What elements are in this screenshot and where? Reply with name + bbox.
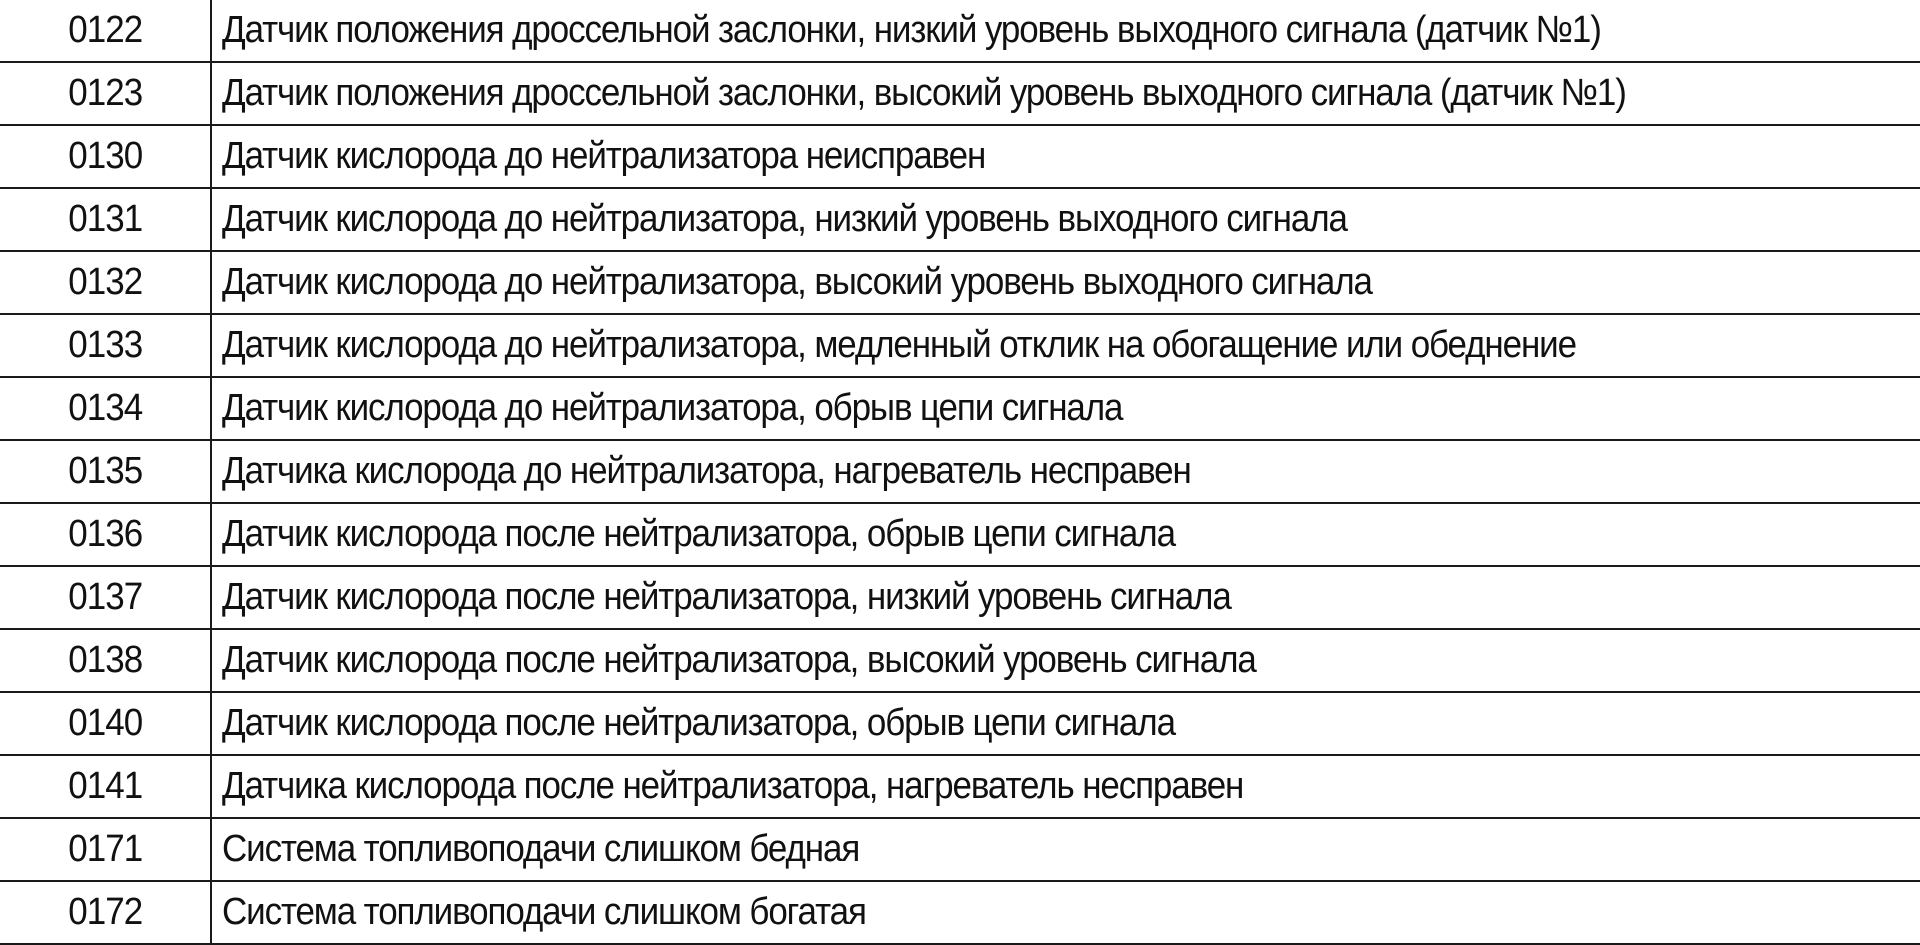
error-code: 0136 bbox=[67, 513, 143, 555]
error-description-cell bbox=[211, 818, 1920, 881]
error-description: Система топливоподачи слишком бедная bbox=[222, 828, 860, 870]
error-code-cell bbox=[0, 62, 211, 125]
table-row bbox=[0, 62, 1920, 125]
error-code: 0133 bbox=[67, 324, 143, 366]
error-code: 0131 bbox=[67, 198, 143, 240]
table-row bbox=[0, 503, 1920, 566]
table-row bbox=[0, 188, 1920, 251]
table-row bbox=[0, 125, 1920, 188]
error-code-cell bbox=[0, 377, 211, 440]
error-description-cell bbox=[211, 566, 1920, 629]
error-code-cell bbox=[0, 188, 211, 251]
error-code-cell bbox=[0, 440, 211, 503]
error-code: 0137 bbox=[67, 576, 143, 618]
error-description-cell bbox=[211, 755, 1920, 818]
error-code-cell bbox=[0, 629, 211, 692]
error-description: Датчик кислорода до нейтрализатора, низкий уровень выходного сигнала bbox=[222, 198, 1347, 240]
error-description-cell bbox=[211, 251, 1920, 314]
error-description: Датчика кислорода до нейтрализатора, нагреватель несправен bbox=[222, 450, 1191, 492]
error-code-cell bbox=[0, 251, 211, 314]
error-code: 0172 bbox=[67, 891, 143, 933]
error-description-cell bbox=[211, 125, 1920, 188]
error-code-cell bbox=[0, 881, 211, 944]
table-row bbox=[0, 314, 1920, 377]
error-description: Датчик кислорода после нейтрализатора, обрыв цепи сигнала bbox=[222, 513, 1175, 555]
error-description-cell bbox=[211, 629, 1920, 692]
error-description: Датчик кислорода до нейтрализатора, медленный отклик на обогащение или обеднение bbox=[222, 324, 1576, 366]
error-description: Датчик положения дроссельной заслонки, высокий уровень выходного сигнала (датчик №1) bbox=[222, 72, 1626, 114]
error-code: 0141 bbox=[67, 765, 143, 807]
table-row bbox=[0, 692, 1920, 755]
error-description: Датчика кислорода после нейтрализатора, нагреватель несправен bbox=[222, 765, 1244, 807]
error-code: 0140 bbox=[67, 702, 143, 744]
table-row bbox=[0, 0, 1920, 62]
error-description: Датчик положения дроссельной заслонки, низкий уровень выходного сигнала (датчик №1) bbox=[222, 9, 1601, 51]
error-code-cell bbox=[0, 818, 211, 881]
table-row bbox=[0, 566, 1920, 629]
table-row bbox=[0, 755, 1920, 818]
error-code: 0171 bbox=[67, 828, 143, 870]
error-description-cell bbox=[211, 377, 1920, 440]
error-code: 0135 bbox=[67, 450, 143, 492]
error-description-cell bbox=[211, 188, 1920, 251]
error-code: 0123 bbox=[67, 72, 143, 114]
error-description-cell bbox=[211, 692, 1920, 755]
error-code: 0122 bbox=[67, 9, 143, 51]
error-code-cell bbox=[0, 566, 211, 629]
error-description: Система топливоподачи слишком богатая bbox=[222, 891, 866, 933]
error-description-cell bbox=[211, 503, 1920, 566]
error-code: 0132 bbox=[67, 261, 143, 303]
error-description-cell bbox=[211, 314, 1920, 377]
error-description: Датчик кислорода после нейтрализатора, низкий уровень сигнала bbox=[222, 576, 1231, 618]
error-description: Датчик кислорода после нейтрализатора, обрыв цепи сигнала bbox=[222, 702, 1175, 744]
table-row bbox=[0, 440, 1920, 503]
error-description: Датчик кислорода до нейтрализатора неисправен bbox=[222, 135, 986, 177]
table-row bbox=[0, 818, 1920, 881]
error-description: Датчик кислорода до нейтрализатора, высокий уровень выходного сигнала bbox=[222, 261, 1372, 303]
error-code: 0134 bbox=[67, 387, 143, 429]
error-code-cell bbox=[0, 755, 211, 818]
error-description-cell bbox=[211, 440, 1920, 503]
table-row bbox=[0, 629, 1920, 692]
error-code: 0138 bbox=[67, 639, 143, 681]
error-description: Датчик кислорода до нейтрализатора, обрыв цепи сигнала bbox=[222, 387, 1123, 429]
error-description: Датчик кислорода после нейтрализатора, высокий уровень сигнала bbox=[222, 639, 1256, 681]
error-code-cell bbox=[0, 125, 211, 188]
error-description-cell bbox=[211, 881, 1920, 944]
error-description-cell bbox=[211, 62, 1920, 125]
error-code-cell bbox=[0, 0, 211, 62]
error-code-cell bbox=[0, 692, 211, 755]
error-code: 0130 bbox=[67, 135, 143, 177]
table-row bbox=[0, 377, 1920, 440]
error-code-cell bbox=[0, 314, 211, 377]
table-row bbox=[0, 251, 1920, 314]
table-row bbox=[0, 881, 1920, 944]
error-code-cell bbox=[0, 503, 211, 566]
error-description-cell bbox=[211, 0, 1920, 62]
